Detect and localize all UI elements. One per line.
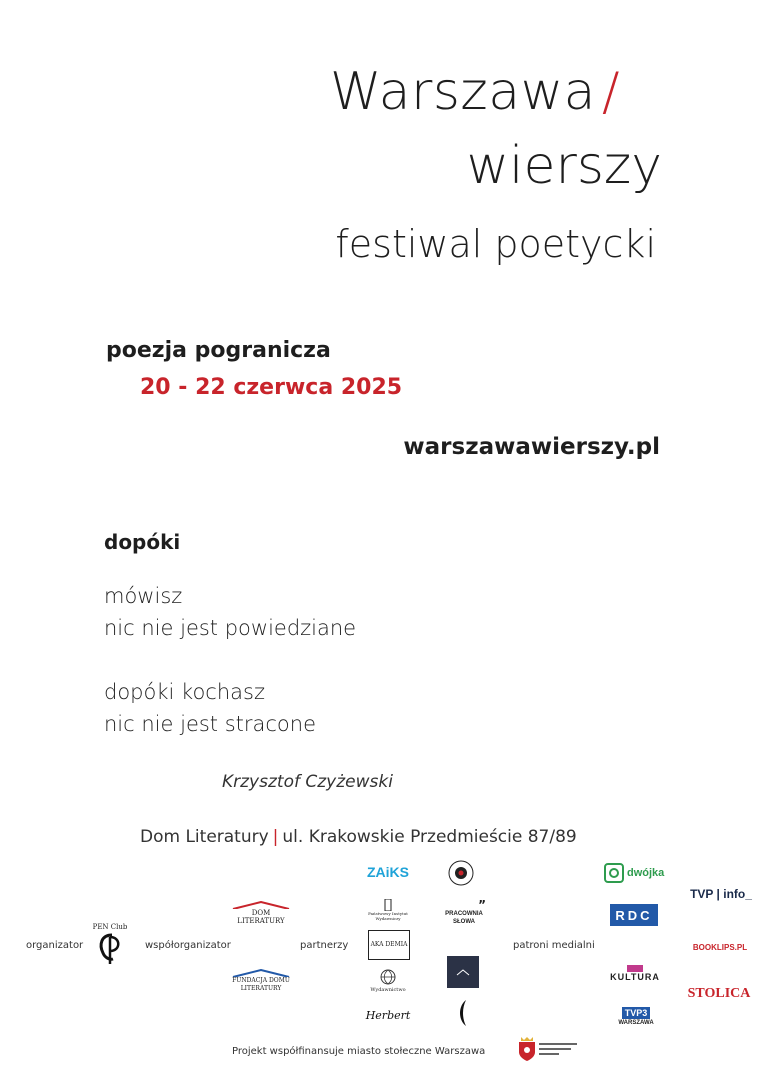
venue-address: [140, 827, 577, 847]
czarne-icon: [456, 998, 472, 1028]
organizer-label: organizator: [26, 940, 84, 951]
roof-icon: [231, 901, 291, 909]
dom-literatury-text: DOM LITERATURY: [237, 909, 285, 925]
pen-club-text: PEN Club: [92, 923, 128, 931]
rdc-text: RDC: [615, 907, 653, 923]
tvp-kultura-logo: [610, 962, 660, 984]
poem-line: nic nie jest stracone: [104, 712, 317, 736]
roof-icon: [231, 969, 291, 977]
pen-club-icon: [95, 931, 125, 965]
herbert-text: Herbert: [365, 1008, 411, 1022]
tvp3-logo: [614, 1002, 658, 1030]
poem-line: dopóki kochasz: [104, 680, 265, 704]
title-word-warszawa: Warszawa: [330, 62, 596, 122]
akademia-text: AKA DEMIA: [370, 941, 408, 948]
stolica-text: STOLICA: [687, 986, 751, 1001]
dwojka-logo: [604, 862, 666, 884]
globe-icon: [379, 968, 397, 986]
tvp-icon: [627, 965, 643, 972]
pen-club-logo: [88, 922, 132, 966]
venue-street: ul. Krakowskie Przedmieście 87/89: [282, 827, 577, 847]
fundacja-logo: [230, 964, 292, 998]
festival-title-line2: wierszy: [466, 136, 662, 196]
partners-label: partnerzy: [300, 940, 349, 951]
instytut-logo: [364, 896, 412, 924]
venue-separator: |: [272, 827, 279, 847]
fundacja-text: FUNDACJA DOMU LITERATURY: [232, 977, 290, 992]
tvp3-text: TVP3: [622, 1007, 651, 1019]
seal-logo: [446, 858, 476, 888]
festival-subtitle: festiwal poetycki: [335, 222, 656, 266]
dwojka-text: dwójka: [627, 867, 665, 879]
book-icon: [456, 968, 470, 976]
wydawnictwo-text: Wydawnictwo: [370, 987, 406, 993]
dwojka-icon: [604, 863, 624, 883]
city-text-lines-icon: [537, 1039, 581, 1059]
seal-icon: [447, 859, 475, 887]
venue-place: Dom Literatury: [140, 827, 269, 847]
poem-title: dopóki: [104, 530, 181, 554]
dom-literatury-logo: [230, 898, 292, 928]
instytut-icon: [383, 899, 393, 911]
zaiks-text: ZAiKS: [367, 864, 409, 880]
wydawnictwo-czarne-logo: [442, 998, 486, 1028]
footer-funding-note: Projekt współfinansuje miasto stołeczne Warszawa: [232, 1046, 486, 1057]
quote-icon: ”: [478, 898, 486, 912]
tvp-info-logo: [686, 884, 756, 904]
kultura-text: KULTURA: [610, 971, 660, 982]
event-dates: 20 - 22 czerwca 2025: [140, 375, 403, 400]
city-crest-icon: [517, 1036, 537, 1062]
pracownia-text: PRACOWNIA SŁOWA: [445, 911, 483, 925]
event-website-link[interactable]: warszawawierszy.pl: [403, 434, 660, 460]
tvp3-warszawa-text: WARSZAWA: [618, 1019, 654, 1026]
zaiks-logo: [364, 860, 412, 884]
akademia-logo: [368, 930, 410, 960]
wydawnictwo-logo: [364, 966, 412, 996]
tvp-info-text: TVP | info_: [690, 887, 752, 901]
booklips-logo: [684, 940, 756, 954]
stolica-logo: [687, 984, 751, 1004]
event-tagline: poezja pogranicza: [106, 338, 331, 363]
coorganizer-label: współorganizator: [145, 940, 231, 951]
rdc-logo: [610, 904, 658, 926]
poem-line: mówisz: [104, 584, 183, 608]
festival-title-line1: [330, 62, 670, 122]
warszawa-city-logo: [514, 1032, 584, 1066]
dark-square-logo: [447, 956, 479, 988]
instytut-text: Państwowy Instytut Wydawniczy: [368, 911, 408, 921]
herbert-logo: [364, 1002, 412, 1028]
poem-line: nic nie jest powiedziane: [104, 616, 357, 640]
booklips-text: BOOKLIPS.PL: [692, 942, 748, 952]
pracownia-logo: [442, 896, 486, 930]
poem-author: Krzysztof Czyżewski: [222, 772, 393, 792]
title-slash: /: [601, 62, 621, 122]
media-patrons-label: patroni medialni: [513, 940, 595, 951]
poem-body: [104, 580, 356, 740]
